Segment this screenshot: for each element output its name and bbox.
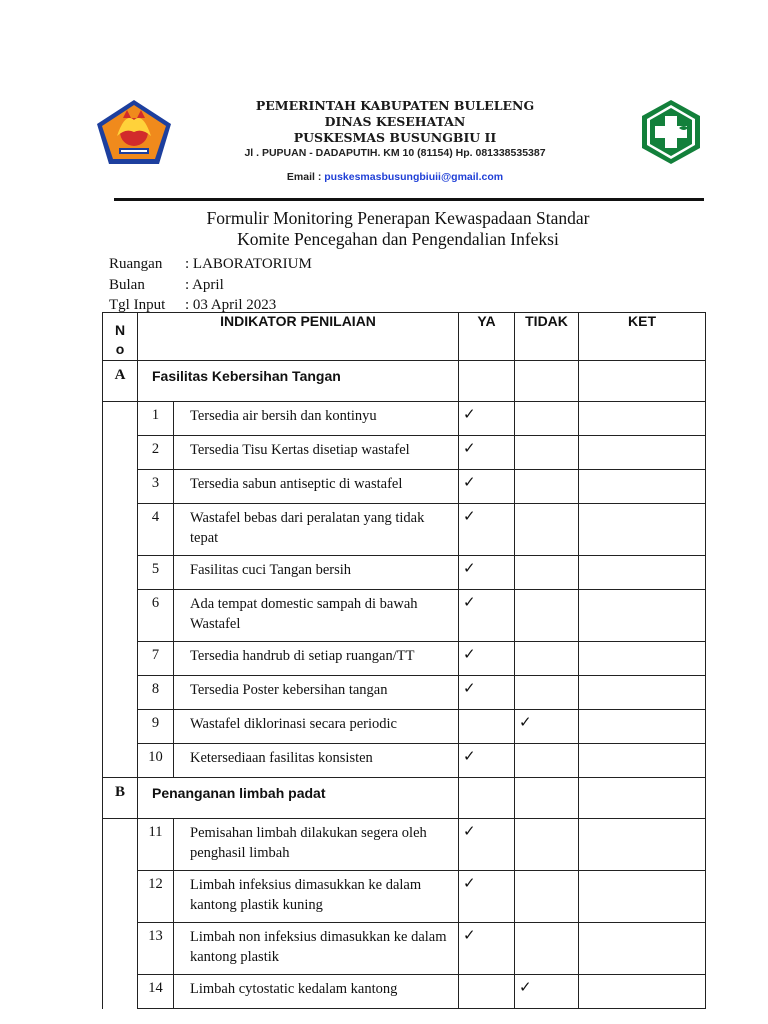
table-row	[103, 975, 706, 1009]
email-label: Email :	[286, 171, 325, 183]
ket-cell[interactable]	[579, 923, 706, 975]
table-row	[103, 710, 706, 744]
row-indent-cell	[103, 402, 138, 436]
row-indent-cell	[103, 744, 138, 778]
tidak-check-cell[interactable]	[515, 819, 579, 871]
meta-bulan	[109, 275, 312, 296]
letterhead	[180, 98, 610, 184]
ket-cell[interactable]	[579, 744, 706, 778]
row-indent-cell	[103, 819, 138, 871]
header-ya: YA	[459, 313, 515, 361]
table-row	[103, 504, 706, 556]
item-indicator-text: Tersedia Tisu Kertas disetiap wastafel	[174, 436, 459, 470]
row-indent-cell	[103, 871, 138, 923]
item-indicator-text: Fasilitas cuci Tangan bersih	[174, 556, 459, 590]
ya-check-cell[interactable]: ✓	[459, 470, 515, 504]
row-indent-cell	[103, 676, 138, 710]
tidak-check-cell[interactable]	[515, 470, 579, 504]
section-ya-cell	[459, 778, 515, 819]
item-number: 10	[138, 744, 174, 778]
item-number: 6	[138, 590, 174, 642]
row-indent-cell	[103, 923, 138, 975]
tidak-check-cell[interactable]	[515, 676, 579, 710]
header-divider	[114, 198, 704, 201]
item-number: 4	[138, 504, 174, 556]
table-row	[103, 819, 706, 871]
ya-check-cell[interactable]	[459, 710, 515, 744]
ket-cell[interactable]	[579, 470, 706, 504]
section-letter: B	[103, 778, 138, 819]
row-indent-cell	[103, 470, 138, 504]
item-number: 8	[138, 676, 174, 710]
ya-check-cell[interactable]: ✓	[459, 819, 515, 871]
ya-check-cell[interactable]: ✓	[459, 923, 515, 975]
meta-tgl-label: Tgl Input	[109, 297, 166, 313]
ya-check-cell[interactable]: ✓	[459, 590, 515, 642]
letterhead-institution: PUSKESMAS BUSUNGBIU II	[293, 130, 497, 145]
table-row	[103, 590, 706, 642]
tidak-check-cell[interactable]	[515, 556, 579, 590]
tidak-check-cell[interactable]	[515, 436, 579, 470]
section-ket-cell	[579, 778, 706, 819]
letterhead-government: PEMERINTAH KABUPATEN BULELENG	[255, 98, 535, 113]
item-indicator-text: Ketersediaan fasilitas konsisten	[174, 744, 459, 778]
ya-check-cell[interactable]: ✓	[459, 642, 515, 676]
ya-check-cell[interactable]: ✓	[459, 436, 515, 470]
item-number: 9	[138, 710, 174, 744]
form-title	[100, 208, 696, 250]
item-indicator-text: Ada tempat domestic sampah di bawah Wastafel	[174, 590, 459, 642]
health-ministry-cross-icon	[638, 98, 704, 166]
row-indent-cell	[103, 436, 138, 470]
table-header-row	[103, 313, 706, 361]
meta-tgl-value: : 03 April 2023	[185, 297, 277, 313]
meta-bulan-label: Bulan	[109, 276, 145, 293]
ket-cell[interactable]	[579, 819, 706, 871]
item-indicator-text: Pemisahan limbah dilakukan segera oleh penghasil limbah	[174, 819, 459, 871]
row-indent-cell	[103, 504, 138, 556]
section-title: Fasilitas Kebersihan Tangan	[138, 361, 459, 402]
form-meta	[109, 254, 312, 316]
ya-check-cell[interactable]: ✓	[459, 556, 515, 590]
table-row	[103, 923, 706, 975]
ya-check-cell[interactable]: ✓	[459, 676, 515, 710]
table-row	[103, 402, 706, 436]
ket-cell[interactable]	[579, 590, 706, 642]
item-indicator-text: Limbah non infeksius dimasukkan ke dalam kantong plastik	[174, 923, 459, 975]
ket-cell[interactable]	[579, 642, 706, 676]
table-row	[103, 642, 706, 676]
item-number: 3	[138, 470, 174, 504]
section-tidak-cell	[515, 778, 579, 819]
item-number: 7	[138, 642, 174, 676]
item-indicator-text: Tersedia handrub di setiap ruangan/TT	[174, 642, 459, 676]
table-row	[103, 676, 706, 710]
item-number: 13	[138, 923, 174, 975]
letterhead-address: Jl . PUPUAN - DADAPUTIH. KM 10 (81154) Hp. 081338535387	[244, 147, 546, 159]
meta-ruangan	[109, 254, 312, 275]
ket-cell[interactable]	[579, 975, 706, 1009]
monitoring-table	[102, 312, 706, 1009]
table-row	[103, 871, 706, 923]
letterhead-email-row	[180, 170, 610, 184]
section-ket-cell	[579, 361, 706, 402]
ket-cell[interactable]	[579, 436, 706, 470]
section-title: Penanganan limbah padat	[138, 778, 459, 819]
ya-check-cell[interactable]: ✓	[459, 402, 515, 436]
kabupaten-buleleng-emblem-icon	[95, 98, 173, 166]
form-title-line1: Formulir Monitoring Penerapan Kewaspadaan Standar	[206, 208, 590, 228]
ya-check-cell[interactable]: ✓	[459, 504, 515, 556]
table-row	[103, 470, 706, 504]
tidak-check-cell[interactable]	[515, 744, 579, 778]
section-letter: A	[103, 361, 138, 402]
email-link[interactable]: puskesmasbusungbiuii@gmail.com	[324, 171, 504, 183]
tidak-check-cell[interactable]	[515, 642, 579, 676]
item-indicator-text: Limbah infeksius dimasukkan ke dalam kantong plastik kuning	[174, 871, 459, 923]
ket-cell[interactable]	[579, 402, 706, 436]
header-ket: KET	[579, 313, 706, 361]
ya-check-cell[interactable]	[459, 975, 515, 1009]
row-indent-cell	[103, 556, 138, 590]
item-number: 12	[138, 871, 174, 923]
form-title-line2: Komite Pencegahan dan Pengendalian Infeksi	[237, 229, 559, 249]
row-indent-cell	[103, 642, 138, 676]
ket-cell[interactable]	[579, 556, 706, 590]
ket-cell[interactable]	[579, 676, 706, 710]
table-row	[103, 556, 706, 590]
header-indikator: INDIKATOR PENILAIAN	[138, 313, 459, 361]
tidak-check-cell[interactable]	[515, 504, 579, 556]
table-row	[103, 436, 706, 470]
section-row	[103, 361, 706, 402]
ket-cell[interactable]	[579, 710, 706, 744]
row-indent-cell	[103, 590, 138, 642]
item-indicator-text: Tersedia sabun antiseptic di wastafel	[174, 470, 459, 504]
tidak-check-cell[interactable]	[515, 590, 579, 642]
tidak-check-cell[interactable]	[515, 402, 579, 436]
item-indicator-text: Limbah cytostatic kedalam kantong	[174, 975, 459, 1009]
meta-bulan-value: : April	[185, 276, 224, 293]
ket-cell[interactable]	[579, 871, 706, 923]
item-indicator-text: Wastafel diklorinasi secara periodic	[174, 710, 459, 744]
letterhead-department: DINAS KESEHATAN	[324, 114, 466, 129]
section-ya-cell	[459, 361, 515, 402]
table-row	[103, 744, 706, 778]
item-number: 1	[138, 402, 174, 436]
ya-check-cell[interactable]: ✓	[459, 871, 515, 923]
tidak-check-cell[interactable]	[515, 923, 579, 975]
row-indent-cell	[103, 710, 138, 744]
tidak-check-cell[interactable]: ✓	[515, 710, 579, 744]
ket-cell[interactable]	[579, 504, 706, 556]
meta-ruangan-value: : LABORATORIUM	[185, 256, 312, 272]
item-number: 5	[138, 556, 174, 590]
item-number: 11	[138, 819, 174, 871]
section-tidak-cell	[515, 361, 579, 402]
section-row	[103, 778, 706, 819]
item-indicator-text: Tersedia Poster kebersihan tangan	[174, 676, 459, 710]
tidak-check-cell[interactable]: ✓	[515, 975, 579, 1009]
header-tidak: TIDAK	[515, 313, 579, 361]
header-no: N o	[103, 313, 138, 361]
item-number: 14	[138, 975, 174, 1009]
meta-ruangan-label: Ruangan	[109, 256, 163, 272]
ya-check-cell[interactable]: ✓	[459, 744, 515, 778]
item-number: 2	[138, 436, 174, 470]
tidak-check-cell[interactable]	[515, 871, 579, 923]
item-indicator-text: Wastafel bebas dari peralatan yang tidak tepat	[174, 504, 459, 556]
item-indicator-text: Tersedia air bersih dan kontinyu	[174, 402, 459, 436]
row-indent-cell	[103, 975, 138, 1009]
